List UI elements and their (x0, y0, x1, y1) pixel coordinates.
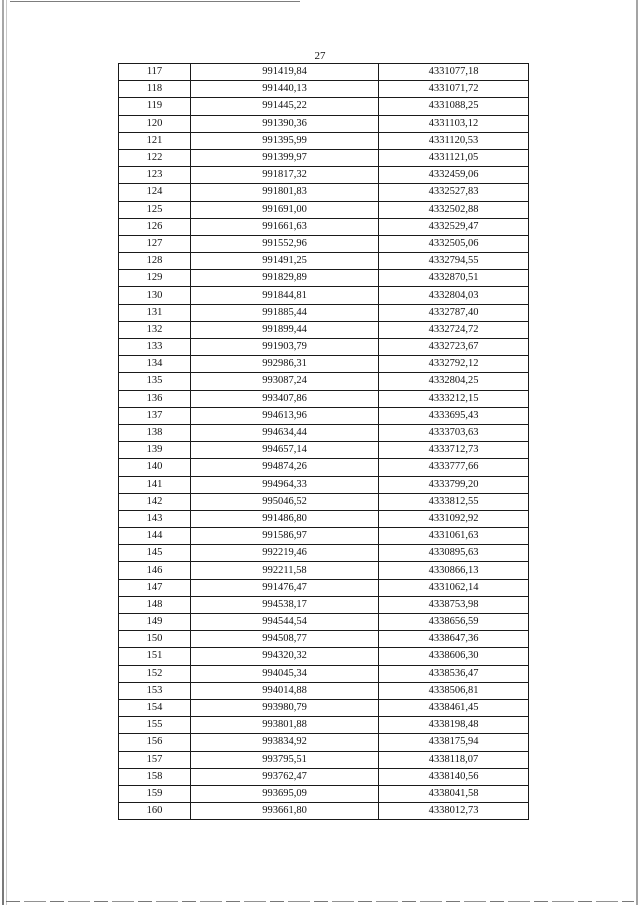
x-coordinate-cell: 991491,25 (191, 253, 379, 270)
x-coordinate-cell: 992219,46 (191, 545, 379, 562)
point-number-cell: 142 (119, 493, 191, 510)
point-number-cell: 150 (119, 631, 191, 648)
table-row (119, 167, 529, 184)
y-coordinate-cell: 4332724,72 (379, 321, 529, 338)
table-row (119, 64, 529, 81)
scan-edge-left-inner (6, 0, 7, 905)
y-coordinate-cell: 4338753,98 (379, 596, 529, 613)
point-number-cell: 151 (119, 648, 191, 665)
table-row (119, 442, 529, 459)
x-coordinate-cell: 993801,88 (191, 717, 379, 734)
table-row (119, 699, 529, 716)
point-number-cell: 124 (119, 184, 191, 201)
point-number-cell: 133 (119, 339, 191, 356)
y-coordinate-cell: 4338012,73 (379, 803, 529, 820)
y-coordinate-cell: 4331121,05 (379, 149, 529, 166)
x-coordinate-cell: 993795,51 (191, 751, 379, 768)
x-coordinate-cell: 991486,80 (191, 510, 379, 527)
y-coordinate-cell: 4331088,25 (379, 98, 529, 115)
point-number-cell: 122 (119, 149, 191, 166)
table-row (119, 614, 529, 631)
y-coordinate-cell: 4338041,58 (379, 785, 529, 802)
point-number-cell: 140 (119, 459, 191, 476)
x-coordinate-cell: 991903,79 (191, 339, 379, 356)
x-coordinate-cell: 994964,33 (191, 476, 379, 493)
point-number-cell: 132 (119, 321, 191, 338)
table-row (119, 287, 529, 304)
table-row (119, 545, 529, 562)
y-coordinate-cell: 4331071,72 (379, 81, 529, 98)
table-row (119, 785, 529, 802)
y-coordinate-cell: 4333695,43 (379, 407, 529, 424)
x-coordinate-cell: 991445,22 (191, 98, 379, 115)
table-row (119, 751, 529, 768)
table-row (119, 98, 529, 115)
x-coordinate-cell: 992986,31 (191, 356, 379, 373)
y-coordinate-cell: 4332870,51 (379, 270, 529, 287)
x-coordinate-cell: 991419,84 (191, 64, 379, 81)
y-coordinate-cell: 4332804,25 (379, 373, 529, 390)
x-coordinate-cell: 994320,32 (191, 648, 379, 665)
point-number-cell: 155 (119, 717, 191, 734)
coordinates-table (118, 63, 529, 820)
table-row (119, 132, 529, 149)
point-number-cell: 144 (119, 528, 191, 545)
table-row (119, 339, 529, 356)
point-number-cell: 139 (119, 442, 191, 459)
y-coordinate-cell: 4332527,83 (379, 184, 529, 201)
x-coordinate-cell: 991395,99 (191, 132, 379, 149)
table-row (119, 734, 529, 751)
x-coordinate-cell: 994508,77 (191, 631, 379, 648)
y-coordinate-cell: 4338506,81 (379, 682, 529, 699)
x-coordinate-cell: 991844,81 (191, 287, 379, 304)
table-row (119, 218, 529, 235)
x-coordinate-cell: 994634,44 (191, 424, 379, 441)
point-number-cell: 145 (119, 545, 191, 562)
point-number-cell: 158 (119, 768, 191, 785)
scan-edge-bottom (6, 901, 634, 902)
point-number-cell: 153 (119, 682, 191, 699)
table-row (119, 407, 529, 424)
x-coordinate-cell: 991817,32 (191, 167, 379, 184)
table-row (119, 528, 529, 545)
point-number-cell: 149 (119, 614, 191, 631)
point-number-cell: 120 (119, 115, 191, 132)
table-row (119, 304, 529, 321)
x-coordinate-cell: 991691,00 (191, 201, 379, 218)
y-coordinate-cell: 4338118,07 (379, 751, 529, 768)
scan-edge-right (636, 0, 638, 905)
x-coordinate-cell: 991661,63 (191, 218, 379, 235)
x-coordinate-cell: 995046,52 (191, 493, 379, 510)
y-coordinate-cell: 4333812,55 (379, 493, 529, 510)
point-number-cell: 128 (119, 253, 191, 270)
table-row (119, 115, 529, 132)
point-number-cell: 159 (119, 785, 191, 802)
x-coordinate-cell: 993087,24 (191, 373, 379, 390)
y-coordinate-cell: 4338656,59 (379, 614, 529, 631)
y-coordinate-cell: 4332459,06 (379, 167, 529, 184)
x-coordinate-cell: 992211,58 (191, 562, 379, 579)
point-number-cell: 117 (119, 64, 191, 81)
table-row (119, 321, 529, 338)
point-number-cell: 135 (119, 373, 191, 390)
y-coordinate-cell: 4331103,12 (379, 115, 529, 132)
point-number-cell: 141 (119, 476, 191, 493)
point-number-cell: 160 (119, 803, 191, 820)
y-coordinate-cell: 4338198,48 (379, 717, 529, 734)
x-coordinate-cell: 991801,83 (191, 184, 379, 201)
table-row (119, 373, 529, 390)
table-row (119, 768, 529, 785)
y-coordinate-cell: 4338140,56 (379, 768, 529, 785)
x-coordinate-cell: 991399,97 (191, 149, 379, 166)
x-coordinate-cell: 994874,26 (191, 459, 379, 476)
scan-edge-top (10, 1, 300, 2)
x-coordinate-cell: 994544,54 (191, 614, 379, 631)
table-row (119, 149, 529, 166)
point-number-cell: 154 (119, 699, 191, 716)
point-number-cell: 126 (119, 218, 191, 235)
y-coordinate-cell: 4330866,13 (379, 562, 529, 579)
x-coordinate-cell: 991390,36 (191, 115, 379, 132)
x-coordinate-cell: 994613,96 (191, 407, 379, 424)
y-coordinate-cell: 4332794,55 (379, 253, 529, 270)
y-coordinate-cell: 4332787,40 (379, 304, 529, 321)
x-coordinate-cell: 991440,13 (191, 81, 379, 98)
point-number-cell: 129 (119, 270, 191, 287)
y-coordinate-cell: 4338606,30 (379, 648, 529, 665)
point-number-cell: 118 (119, 81, 191, 98)
y-coordinate-cell: 4333712,73 (379, 442, 529, 459)
point-number-cell: 127 (119, 235, 191, 252)
x-coordinate-cell: 994014,88 (191, 682, 379, 699)
x-coordinate-cell: 993407,86 (191, 390, 379, 407)
scan-edge-left (2, 0, 4, 905)
x-coordinate-cell: 991552,96 (191, 235, 379, 252)
y-coordinate-cell: 4330895,63 (379, 545, 529, 562)
point-number-cell: 156 (119, 734, 191, 751)
table-row (119, 235, 529, 252)
x-coordinate-cell: 993834,92 (191, 734, 379, 751)
point-number-cell: 136 (119, 390, 191, 407)
point-number-cell: 121 (119, 132, 191, 149)
x-coordinate-cell: 993695,09 (191, 785, 379, 802)
table-row (119, 665, 529, 682)
table-row (119, 476, 529, 493)
x-coordinate-cell: 993762,47 (191, 768, 379, 785)
table-row (119, 510, 529, 527)
table-row (119, 596, 529, 613)
point-number-cell: 119 (119, 98, 191, 115)
table-row (119, 253, 529, 270)
table-row (119, 390, 529, 407)
y-coordinate-cell: 4333212,15 (379, 390, 529, 407)
y-coordinate-cell: 4332505,06 (379, 235, 529, 252)
point-number-cell: 137 (119, 407, 191, 424)
x-coordinate-cell: 994538,17 (191, 596, 379, 613)
table-row (119, 356, 529, 373)
y-coordinate-cell: 4331061,63 (379, 528, 529, 545)
x-coordinate-cell: 991829,89 (191, 270, 379, 287)
x-coordinate-cell: 994045,34 (191, 665, 379, 682)
y-coordinate-cell: 4338647,36 (379, 631, 529, 648)
y-coordinate-cell: 4333703,63 (379, 424, 529, 441)
table-row (119, 81, 529, 98)
table-row (119, 270, 529, 287)
y-coordinate-cell: 4333777,66 (379, 459, 529, 476)
table-row (119, 717, 529, 734)
coordinates-table-body (119, 64, 529, 820)
table-row (119, 493, 529, 510)
point-number-cell: 134 (119, 356, 191, 373)
y-coordinate-cell: 4331092,92 (379, 510, 529, 527)
y-coordinate-cell: 4332723,67 (379, 339, 529, 356)
y-coordinate-cell: 4331062,14 (379, 579, 529, 596)
y-coordinate-cell: 4332529,47 (379, 218, 529, 235)
point-number-cell: 131 (119, 304, 191, 321)
point-number-cell: 143 (119, 510, 191, 527)
table-row (119, 631, 529, 648)
point-number-cell: 123 (119, 167, 191, 184)
point-number-cell: 138 (119, 424, 191, 441)
y-coordinate-cell: 4331077,18 (379, 64, 529, 81)
y-coordinate-cell: 4331120,53 (379, 132, 529, 149)
table-row (119, 184, 529, 201)
point-number-cell: 146 (119, 562, 191, 579)
x-coordinate-cell: 991885,44 (191, 304, 379, 321)
table-row (119, 562, 529, 579)
x-coordinate-cell: 993661,80 (191, 803, 379, 820)
table-row (119, 459, 529, 476)
y-coordinate-cell: 4333799,20 (379, 476, 529, 493)
y-coordinate-cell: 4338536,47 (379, 665, 529, 682)
point-number-cell: 148 (119, 596, 191, 613)
page-number: 27 (314, 50, 326, 62)
point-number-cell: 130 (119, 287, 191, 304)
point-number-cell: 157 (119, 751, 191, 768)
table-row (119, 579, 529, 596)
table-row (119, 803, 529, 820)
x-coordinate-cell: 993980,79 (191, 699, 379, 716)
point-number-cell: 125 (119, 201, 191, 218)
y-coordinate-cell: 4338461,45 (379, 699, 529, 716)
y-coordinate-cell: 4332804,03 (379, 287, 529, 304)
table-row (119, 682, 529, 699)
table-row (119, 648, 529, 665)
x-coordinate-cell: 991476,47 (191, 579, 379, 596)
table-row (119, 201, 529, 218)
y-coordinate-cell: 4332502,88 (379, 201, 529, 218)
y-coordinate-cell: 4332792,12 (379, 356, 529, 373)
x-coordinate-cell: 991586,97 (191, 528, 379, 545)
table-row (119, 424, 529, 441)
x-coordinate-cell: 991899,44 (191, 321, 379, 338)
x-coordinate-cell: 994657,14 (191, 442, 379, 459)
point-number-cell: 152 (119, 665, 191, 682)
point-number-cell: 147 (119, 579, 191, 596)
y-coordinate-cell: 4338175,94 (379, 734, 529, 751)
